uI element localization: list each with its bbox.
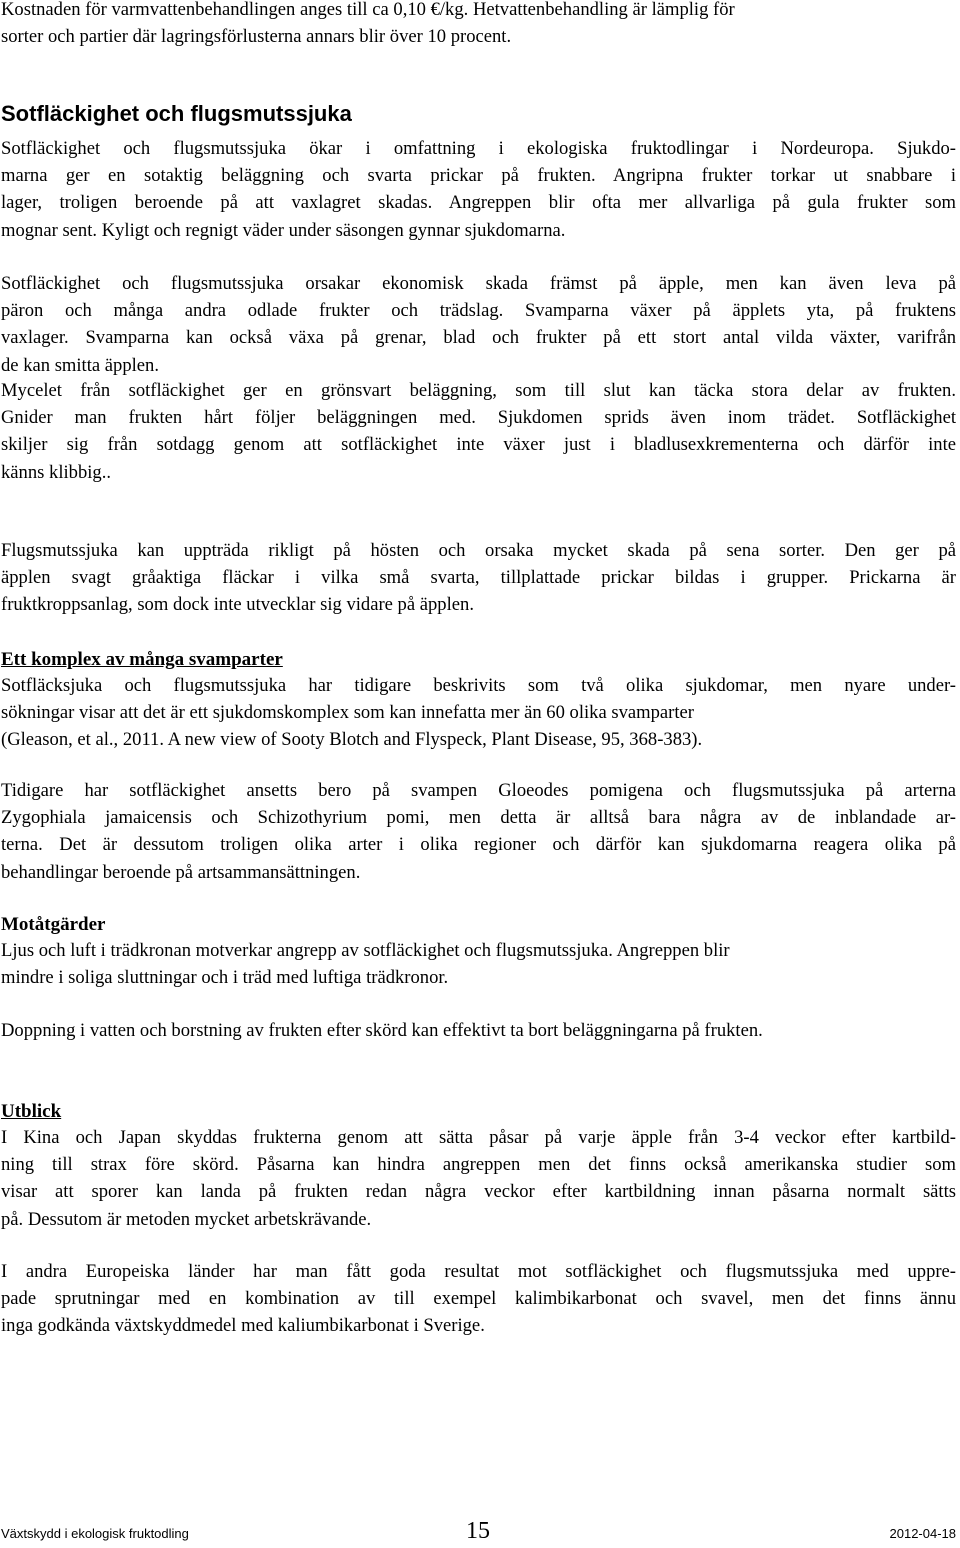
text-line: I Kina och Japan skyddas frukterna genom att sätta påsar på varje äpple från 3-4 veckor efter kartbild-: [1, 1127, 956, 1148]
text-line: Gnider man frukten hårt följer beläggningen med. Sjukdomen sprids även inom trädet. Sotfläckighet: [1, 407, 956, 429]
text-line: (Gleason, et al., 2011. A new view of Sooty Blotch and Flyspeck, Plant Disease, 95, 368-383).: [1, 729, 703, 751]
text-line: sorter och partier där lagringsförlusterna annars blir över 10 procent.: [1, 26, 512, 48]
intro-paragraph: [1, 0, 956, 50]
section2-paragraph-1: [1, 672, 956, 754]
section1-paragraph-4: [1, 537, 956, 619]
section2-paragraph-2: [1, 777, 956, 886]
text-line: mognar sent. Kyligt och regnigt väder under säsongen gynnar sjukdomarna.: [1, 219, 566, 241]
text-line: pade sprutningar med en kombination av till exempel kalimbikarbonat och svavel, men det finns ännu: [1, 1288, 956, 1310]
text-line: de kan smitta äpplen.: [1, 354, 160, 376]
text-line: behandlingar beroende på artsammansättningen.: [1, 861, 361, 883]
section4-paragraph-1: [1, 1124, 956, 1233]
text-line: Mycelet från sotfläckighet ger en grönsvart beläggning, som till slut kan täcka stora delar av frukten.: [1, 380, 956, 401]
text-line: marna ger en sotaktig beläggning och svarta prickar på frukten. Angripna frukter torkar ut snabbare i: [1, 165, 956, 187]
section1-paragraph-2: [1, 270, 956, 379]
text-line: Sotfläckighet och flugsmutssjuka orsakar ekonomisk skada främst på äpple, men kan även leva på: [1, 273, 956, 294]
footer-date: 2012-04-18: [889, 1526, 956, 1541]
text-line: Sotfläcksjuka och flugsmutssjuka har tidigare beskrivits som två olika sjukdomar, men nyare under-: [1, 675, 956, 696]
text-line: I andra Europeiska länder har man fått goda resultat mot sotfläckighet och flugsmutssjuka med uppre-: [1, 1261, 956, 1282]
page-number: 15: [466, 1518, 490, 1544]
text-line: äpplen svagt gråaktiga fläckar i vilka små svarta, tillplattade prickar bildas i grupper. Prickarna är: [1, 567, 956, 589]
text-line: skiljer sig från sotdagg genom att sotfläckighet inte växer just i bladlusexkrementerna och därför inte: [1, 434, 956, 456]
section-heading-komplex: Ett komplex av många svamparter: [1, 649, 283, 670]
text-line: inga godkända växtskyddmedel med kaliumbikarbonat i Sverige.: [1, 1315, 485, 1337]
section1-paragraph-3: [1, 377, 956, 486]
page-footer: [0, 1518, 960, 1548]
text-line: vaxlager. Svamparna kan också växa på grenar, blad och frukter på ett stort antal vilda växter, varifrån: [1, 327, 956, 349]
text-line: terna. Det är dessutom troligen olika arter i olika regioner och därför kan sjukdomarna reagera olika på: [1, 834, 956, 856]
section-heading-utblick: Utblick: [1, 1101, 62, 1122]
text-line: fruktkroppsanlag, som dock inte utvecklar sig vidare på äpplen.: [1, 594, 474, 616]
text-line: ning till strax före skörd. Påsarna kan hindra angreppen men det finns också amerikanska studier som: [1, 1154, 956, 1176]
section1-paragraph-1: [1, 135, 956, 244]
section-heading-sotflackighet: Sotfläckighet och flugsmutssjuka: [1, 101, 352, 126]
section3-paragraph-1: [1, 937, 956, 991]
text-line: mindre i soliga sluttningar och i träd med luftiga trädkronor.: [1, 967, 449, 989]
text-line: Doppning i vatten och borstning av frukten efter skörd kan effektivt ta bort beläggningarna på frukten.: [1, 1020, 763, 1041]
text-line: Ljus och luft i trädkronan motverkar angrepp av sotfläckighet och flugsmutssjuka. Angreppen blir: [1, 940, 730, 961]
section-heading-motatgarder: Motåtgärder: [1, 914, 106, 935]
section3-paragraph-2: [1, 1017, 956, 1044]
text-line: Flugsmutssjuka kan uppträda rikligt på hösten och orsaka mycket skada på sena sorter. Den ger på: [1, 540, 956, 561]
text-line: Zygophiala jamaicensis och Schizothyrium pomi, men detta är alltså bara några av de inblandade ar-: [1, 807, 956, 829]
text-line: känns klibbig..: [1, 461, 112, 483]
text-line: lager, troligen beroende på att vaxlagret skadas. Angreppen blir ofta mer allvarliga på gula frukter som: [1, 192, 956, 214]
text-line: på. Dessutom är metoden mycket arbetskrävande.: [1, 1208, 372, 1230]
text-line: Kostnaden för varmvattenbehandlingen anges till ca 0,10 €/kg. Hetvattenbehandling är lämplig för: [1, 0, 735, 20]
text-line: visar att sporer kan landa på frukten redan några veckor efter kartbildning innan påsarna normalt sätts: [1, 1181, 956, 1203]
section4-paragraph-2: [1, 1258, 956, 1340]
text-line: Sotfläckighet och flugsmutssjuka ökar i omfattning i ekologiska fruktodlingar i Nordeuropa. Sjukdo-: [1, 138, 956, 159]
footer-document-title: Växtskydd i ekologisk fruktodling: [1, 1526, 189, 1541]
text-line: päron och många andra odlade frukter och trädslag. Svamparna växer på äpplets yta, på fruktens: [1, 300, 956, 322]
text-line: Tidigare har sotfläckighet ansetts bero på svampen Gloeodes pomigena och flugsmutssjuka på arterna: [1, 780, 956, 801]
text-line: sökningar visar att det är ett sjukdomskomplex som kan innefatta mer än 60 olika svamparter: [1, 702, 694, 724]
